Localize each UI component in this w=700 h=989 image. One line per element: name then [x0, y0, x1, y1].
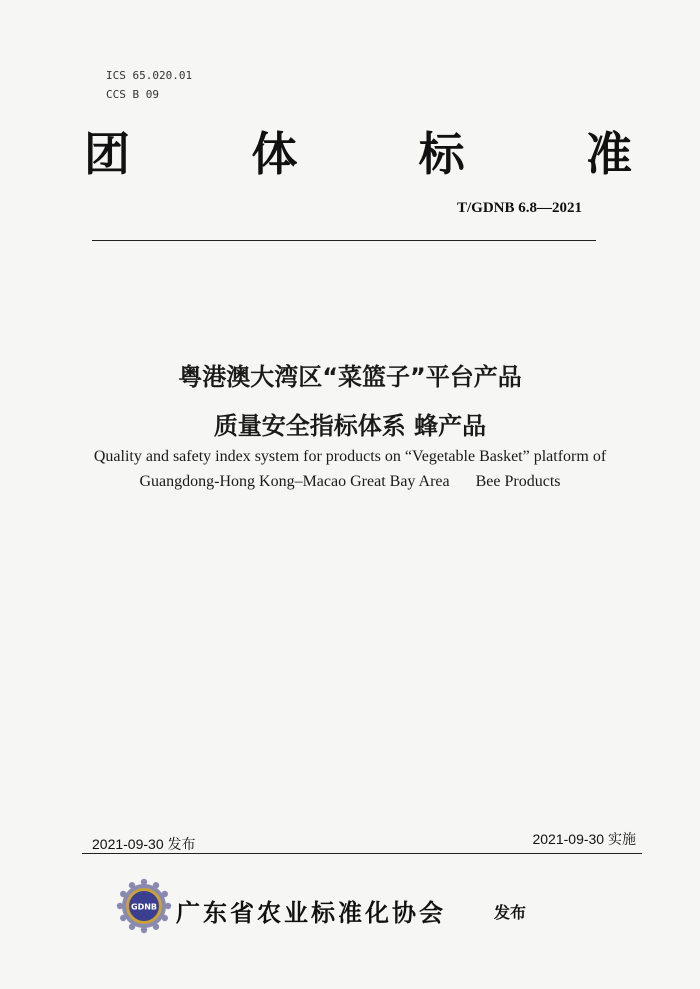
gdnb-logo-icon [116, 878, 172, 934]
logo-gear-tooth [153, 924, 159, 930]
header-divider [92, 240, 596, 241]
logo-gear-tooth [153, 882, 159, 888]
publish-label: 发布 [494, 903, 527, 922]
logo-gear-tooth [141, 879, 147, 885]
logo-gear-tooth [120, 915, 126, 921]
standard-type-char: 准 [585, 127, 632, 181]
issue-date: 2021-09-30 发布 [92, 836, 196, 852]
logo-gear-tooth [129, 882, 135, 888]
logo-gear-tooth [162, 891, 168, 897]
logo-gear-tooth [129, 924, 135, 930]
footer-divider [82, 853, 642, 854]
standard-type-char: 体 [251, 127, 298, 181]
english-title-region: Guangdong-Hong Kong–Macao Great Bay Area [139, 473, 450, 490]
logo-gear-tooth [165, 903, 171, 909]
standard-type-heading [84, 118, 632, 184]
standard-type-char: 团 [84, 127, 130, 181]
implementation-date: 2021-09-30 实施 [532, 831, 636, 847]
classification-codes [106, 66, 192, 104]
english-title-line-2 [0, 469, 700, 494]
standard-number: T/GDNB 6.8—2021 [456, 200, 582, 216]
publisher-name: 广东省农业标准化协会 [176, 898, 446, 927]
logo-gear-tooth [162, 915, 168, 921]
logo-gear-tooth [120, 891, 126, 897]
logo-gear-tooth [117, 903, 123, 909]
english-title-line-1: Quality and safety index system for products on “Vegetable Basket” platform of [93, 448, 607, 465]
english-title-product: Bee Products [475, 473, 561, 490]
chinese-title-line-1: 粤港澳大湾区“菜篮子”平台产品 [178, 363, 522, 391]
logo-text: GDNB [131, 902, 157, 912]
logo-gear-tooth [141, 927, 147, 933]
ics-code: ICS 65.020.01 [106, 69, 193, 82]
standard-type-char: 标 [418, 127, 465, 181]
ccs-code: CCS B 09 [106, 88, 159, 101]
chinese-title-line-2: 质量安全指标体系 蜂产品 [213, 412, 487, 440]
